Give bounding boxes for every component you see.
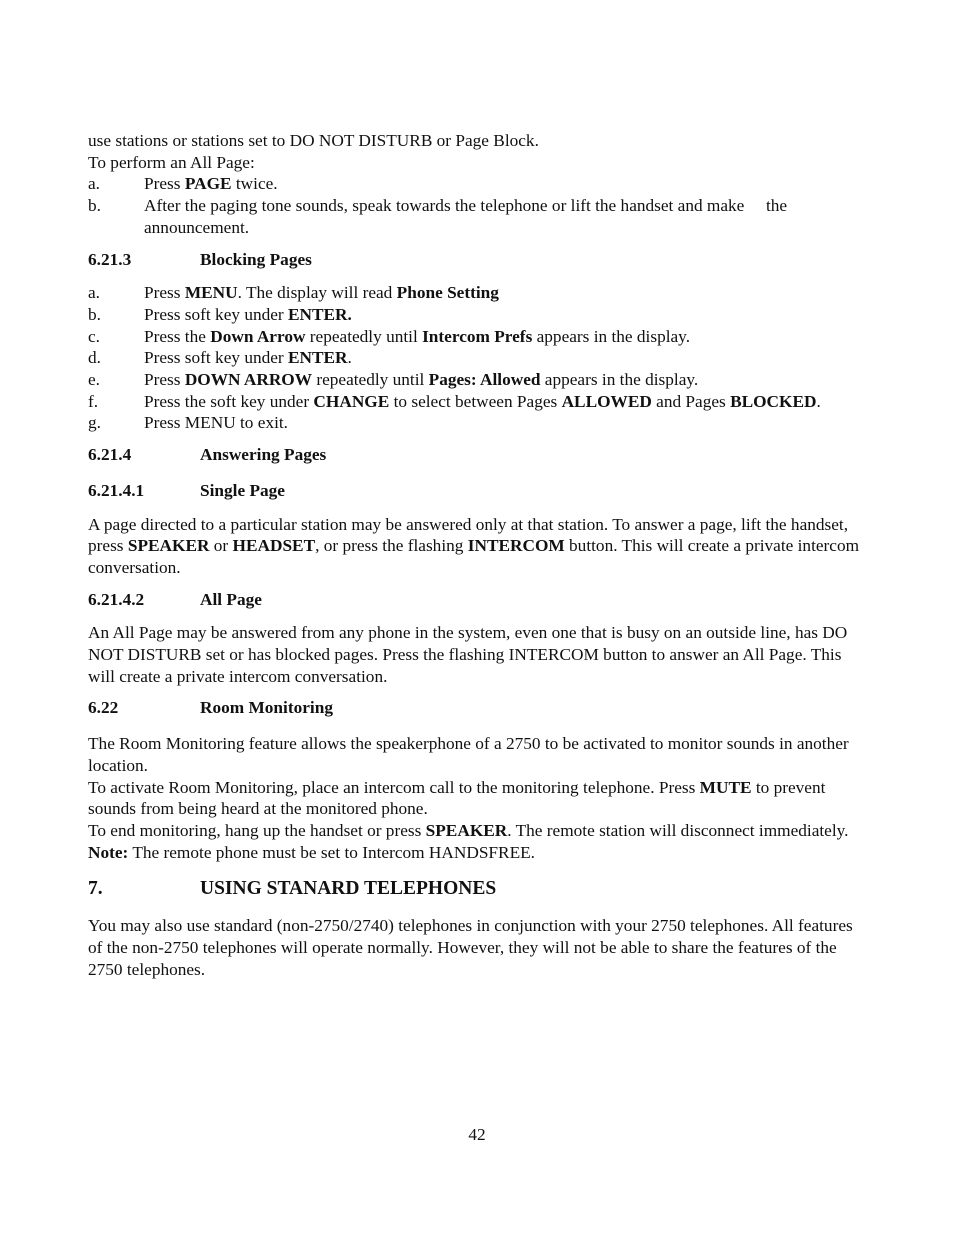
intro-line: To perform an All Page: <box>88 152 255 172</box>
list-item: a. Press MENU. The display will read Phone Setting <box>88 283 499 303</box>
list-item: f. Press the soft key under CHANGE to select between Pages ALLOWED and Pages BLOCKED. <box>88 391 821 411</box>
all-page-paragraph: An All Page may be answered from any phone in the system, even one that is busy on an outside line, has DO NOT DISTURB set or has blocked pages. Press the flashing INTERCOM button to answer an All Page. This will create a private intercom conversation. <box>88 623 848 686</box>
list-text: Press PAGE twice. <box>144 174 278 194</box>
section-heading-6-21-4-1: 6.21.4.1 Single Page <box>88 480 285 500</box>
room-monitoring-note: Note: The remote phone must be set to Intercom HANDSFREE. <box>88 842 535 862</box>
room-monitoring-paragraph: The Room Monitoring feature allows the speakerphone of a 2750 to be activated to monitor sounds in another location. <box>88 734 849 775</box>
single-page-paragraph: A page directed to a particular station may be answered only at that station. To answer a page, lift the handset, press SPEAKER or HEADSET, or press the flashing INTERCOM button. This will create a private intercom conversation. <box>88 514 860 577</box>
continuation-line: use stations or stations set to DO NOT DISTURB or Page Block. <box>88 131 539 150</box>
list-item: d. Press soft key under ENTER. <box>88 348 352 368</box>
section-heading-6-21-4: 6.21.4 Answering Pages <box>88 445 327 465</box>
section-heading-7: 7. USING STANARD TELEPHONES <box>88 878 497 900</box>
page-number: 42 <box>468 1125 486 1144</box>
standard-telephones-paragraph: You may also use standard (non-2750/2740) telephones in conjunction with your 2750 telephones. All features of the non-2750 telephones will operate normally. However, they will not be able to share the features of the 2750 telephones. <box>88 916 853 979</box>
list-letter: a. <box>88 174 100 194</box>
document-page <box>88 130 868 981</box>
list-item: g. Press MENU to exit. <box>88 413 289 433</box>
list-item: b. Press soft key under ENTER. <box>88 304 352 324</box>
list-item <box>88 173 868 195</box>
room-monitoring-end: To end monitoring, hang up the handset or press SPEAKER. The remote station will disconnect immediately. <box>88 820 849 840</box>
list-item: e. Press DOWN ARROW repeatedly until Pages: Allowed appears in the display. <box>88 370 699 390</box>
list-item <box>88 195 868 238</box>
list-letter: b. <box>88 196 101 216</box>
section-heading-6-21-3: 6.21.3 Blocking Pages <box>88 249 312 269</box>
section-heading-6-21-4-2: 6.21.4.2 All Page <box>88 589 262 609</box>
list-item: c. Press the Down Arrow repeatedly until Intercom Prefs appears in the display. <box>88 326 691 346</box>
list-text: After the paging tone sounds, speak towards the telephone or lift the handset and make the announcement. <box>144 196 788 237</box>
room-monitoring-activate: To activate Room Monitoring, place an intercom call to the monitoring telephone. Press MUTE to prevent sounds from being heard at the monitored phone. <box>88 777 826 819</box>
section-heading-6-22: 6.22 Room Monitoring <box>88 698 333 718</box>
